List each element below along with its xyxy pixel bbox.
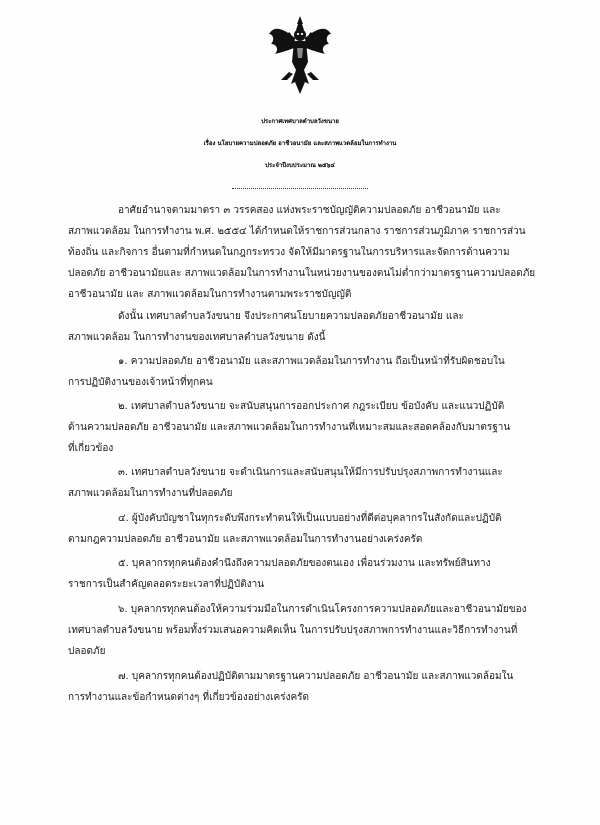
announcement-title: ประกาศเทศบาลตำบลวังขนาย [261, 118, 339, 125]
body-line: ปลอดภัย [68, 646, 106, 657]
body-line: สภาพแวดล้อม ในการทำงานของเทศบาลตำบลวังขนาย ดังนี้ [68, 332, 326, 343]
body-line: การทำงานและข้อกำหนดต่างๆ ที่เกี่ยวข้องอย่างเคร่งครัด [68, 692, 310, 703]
body-line: ๔. ผู้บังคับบัญชาในทุกระดับพึงกระทำตนให้เป็นแบบอย่างที่ดีต่อบุคลากรในสังกัดและปฏิบัติ [118, 513, 502, 524]
body-line: ราชการเป็นสำคัญตลอดระยะเวลาที่ปฏิบัติงาน [68, 579, 265, 590]
body-line: ๓. เทศบาลตำบลวังขนาย จะดำเนินการและสนับสนุนให้มีการปรับปรุงสภาพการทำงานและ [118, 467, 503, 478]
title-divider [232, 188, 368, 189]
body-line: ตามกฎความปลอดภัย อาชีวอนามัย และสภาพแวดล้อมในการทำงานอย่างเคร่งครัด [68, 534, 423, 545]
garuda-emblem [267, 14, 333, 98]
body-line: ๒. เทศบาลตำบลวังขนาย จะสนับสนุนการออกประกาศ กฎระเบียบ ข้อบังคับ และแนวปฏิบัติ [118, 401, 505, 412]
fiscal-year-title: ประจำปีงบประมาณ ๒๕๖๔ [265, 162, 335, 169]
body-line: การปฏิบัติงานของเจ้าหน้าที่ทุกคน [68, 377, 213, 388]
body-line: ดังนั้น เทศบาลตำบลวังขนาย จึงประกาศนโยบายความปลอดภัยอาชีวอนามัย และ [118, 311, 464, 322]
body-line: อาชีวอนามัย และ สภาพแวดล้อมในการทำงานตามพระราชบัญญัติ [68, 289, 352, 300]
body-line: ๖. บุคลากรทุกคนต้องให้ความร่วมมือในการดำเนินโครงการความปลอดภัยและอาชีวอนามัยของ [118, 604, 527, 615]
body-line: ๕. บุคลากรทุกคนต้องคำนึงถึงความปลอดภัยของตนเอง เพื่อนร่วมงาน และทรัพย์สินทาง [118, 558, 491, 569]
body-line: ๗. บุคลากรทุกคนต้องปฏิบัติตามมาตรฐานความปลอดภัย อาชีวอนามัย และสภาพแวดล้อมใน [118, 671, 514, 682]
body-line: สภาพแวดล้อม ในการทำงาน พ.ศ. ๒๕๕๔ ได้กำหนดให้ราชการส่วนกลาง ราชการส่วนภูมิภาค ราชการส่วน [68, 226, 526, 237]
body-line: เทศบาลตำบลวังขนาย พร้อมทั้งร่วมเสนอความคิดเห็น ในการปรับปรุงสภาพการทำงานและวิธีการทำงานที่ [68, 625, 518, 636]
body-line: ท้องถิ่น และกิจการ อื่นตามที่กำหนดในกฎกระทรวง จัดให้มีมาตรฐานในการบริหารและจัดการด้านความ [68, 247, 510, 258]
subject-title: เรื่อง นโยบายความปลอดภัย อาชีวอนามัย และสภาพแวดล้อมในการทำงาน [203, 140, 397, 147]
body-line: สภาพแวดล้อมในการทำงานที่ปลอดภัย [68, 488, 233, 499]
body-line: อาศัยอำนาจตามมาตรา ๓ วรรคสอง แห่งพระราชบัญญัติความปลอดภัย อาชีวอนามัย และ [118, 205, 501, 216]
body-line: ๑. ความปลอดภัย อาชีวอนามัย และสภาพแวดล้อมในการทำงาน ถือเป็นหน้าที่รับผิดชอบใน [118, 356, 505, 367]
body-line: ที่เกี่ยวข้อง [68, 443, 114, 454]
body-line: ปลอดภัย อาชีวอนามัยและ สภาพแวดล้อมในการทำงานในหน่วยงานของตนไม่ต่ำกว่ามาตรฐานความปลอดภัย [68, 268, 536, 279]
body-line: ด้านความปลอดภัย อาชีวอนามัย และสภาพแวดล้อมในการทำงานที่เหมาะสมและสอดคล้องกับมาตรฐาน [68, 422, 511, 433]
